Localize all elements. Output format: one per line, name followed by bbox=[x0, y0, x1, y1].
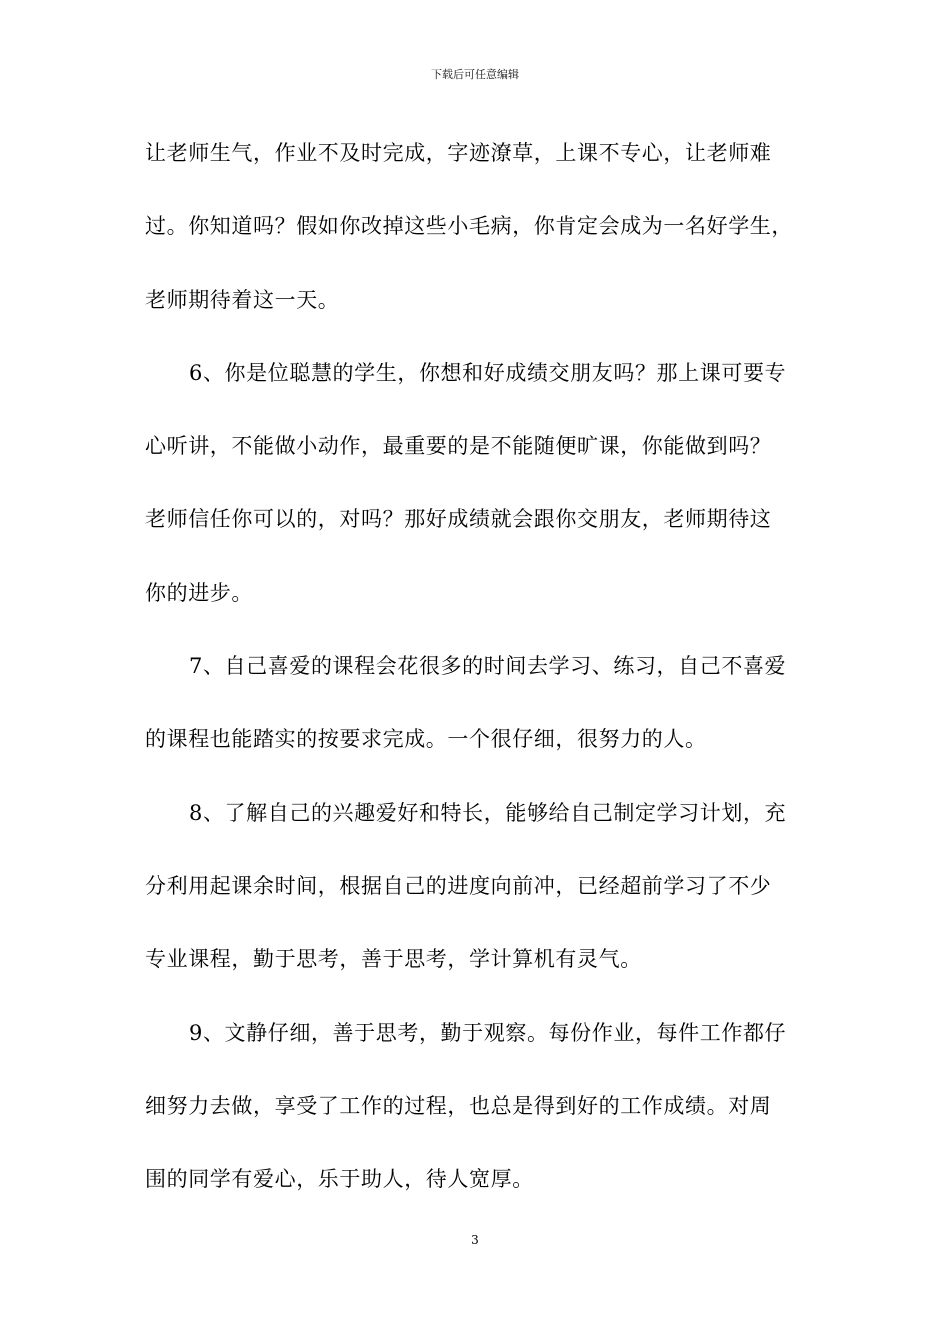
text-line: 老师信任你可以的，对吗？那好成绩就会跟你交朋友，老师期待这 bbox=[145, 507, 772, 532]
page-header-note: 下载后可任意编辑 bbox=[431, 68, 519, 81]
paragraph-start-line: 6、你是位聪慧的学生，你想和好成绩交朋友吗？那上课可要专 bbox=[189, 360, 787, 385]
text-line: 老师期待着这一天。 bbox=[145, 287, 340, 312]
text-line: 的课程也能踏实的按要求完成。一个很仔细，很努力的人。 bbox=[145, 727, 707, 752]
text-line: 过。你知道吗？假如你改掉这些小毛病，你肯定会成为一名好学生， bbox=[145, 214, 793, 239]
text-line: 细努力去做，享受了工作的过程，也总是得到好的工作成绩。对周 bbox=[145, 1093, 772, 1118]
text-line: 分利用起课余时间，根据自己的进度向前冲，已经超前学习了不少 bbox=[145, 873, 772, 898]
text-line: 心听讲，不能做小动作，最重要的是不能随便旷课，你能做到吗？ bbox=[145, 434, 772, 459]
text-line: 专业课程，勤于思考，善于思考，学计算机有灵气。 bbox=[145, 947, 642, 972]
text-line: 让老师生气，作业不及时完成，字迹潦草，上课不专心，让老师难 bbox=[145, 141, 772, 165]
page-number: 3 bbox=[471, 1233, 479, 1247]
document-body bbox=[145, 124, 815, 1223]
paragraph-start-line: 9、文静仔细，善于思考，勤于观察。每份作业，每件工作都仔 bbox=[189, 1020, 787, 1045]
paragraph-start-line: 7、自己喜爱的课程会花很多的时间去学习、练习，自己不喜爱 bbox=[189, 654, 787, 679]
text-line: 围的同学有爱心，乐于助人，待人宽厚。 bbox=[145, 1167, 534, 1192]
paragraph-start-line: 8、了解自己的兴趣爱好和特长，能够给自己制定学习计划，充 bbox=[189, 800, 787, 825]
text-line: 你的进步。 bbox=[145, 580, 253, 605]
